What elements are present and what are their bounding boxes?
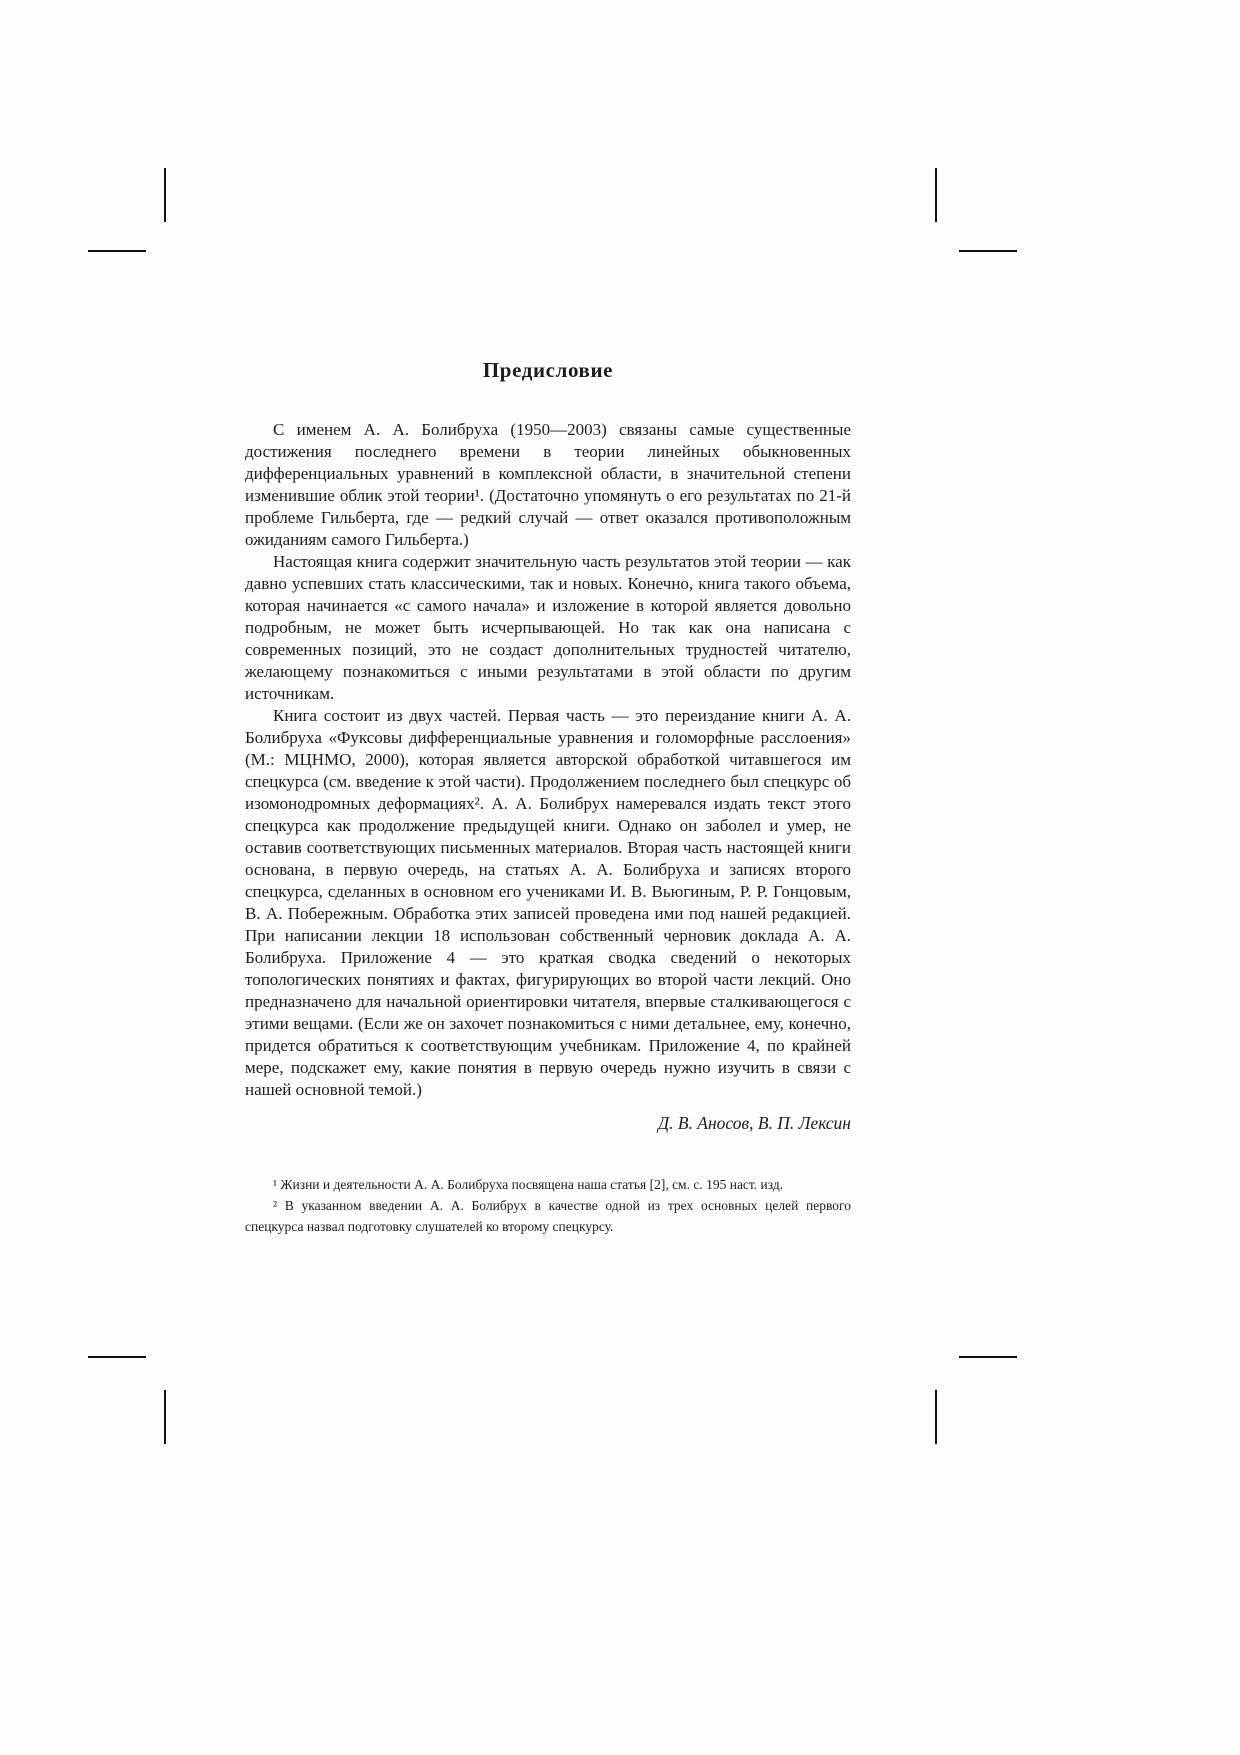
paragraph-3: Книга состоит из двух частей. Первая часть — это переиздание книги А. А. Болибруха «Фуксовы дифференциальные уравнения и голоморфные расслоения» (М.: МЦНМО, 2000), которая является авторской обработкой читавшегося им спецкурса (см. введение к этой части). Продолжением последнего был спецкурс об изомонодромных деформациях². А. А. Болибрух намеревался издать текст этого спецкурса как продолжение предыдущей книги. Однако он заболел и умер, не оставив соответствующих письменных материалов. Вторая часть настоящей книги основана, в первую очередь, на статьях А. А. Болибруха и записях второго спецкурса, сделанных в основном его учениками И. В. Вьюгиным, Р. Р. Гонцовым, В. А. Побережным. Обработка этих записей проведена ими под нашей редакцией. При написании лекции 18 использован собственный черновик доклада А. А. Болибруха. Приложение 4 — это краткая сводка сведений о некоторых топологических понятиях и фактах, фигурирующих во второй части лекций. Оно предназначено для начальной ориентировки читателя, впервые сталкивающегося с этими вещами. (Если же он захочет познакомиться с ними детальнее, ему, конечно, придется обратиться к соответствующим учебникам. Приложение 4, по крайней мере, подскажет ему, какие понятия в первую очередь нужно изучить в связи с нашей основной темой.) <box>245 706 851 1099</box>
page-title: Предисловие <box>482 358 614 382</box>
authors-signature: Д. В. Аносов, В. П. Лексин <box>657 1113 851 1133</box>
crop-mark-bottom-left-vertical <box>164 1390 166 1444</box>
crop-mark-top-left-vertical <box>164 168 166 222</box>
crop-mark-upper-left-horizontal <box>88 250 146 252</box>
footnotes-block <box>245 1174 851 1237</box>
crop-mark-lower-right-horizontal <box>959 1356 1017 1358</box>
crop-mark-top-right-vertical <box>935 168 937 222</box>
paragraph-2: Настоящая книга содержит значительную часть результатов этой теории — как давно успевших стать классическими, так и новых. Конечно, книга такого объема, которая начинается «с самого начала» и изложение в которой является довольно подробным, не может быть исчерпывающей. Но так как она написана с современных позиций, это не создаст дополнительных трудностей читателю, желающему познакомиться с иными результатами в этой области по другим источникам. <box>245 552 851 703</box>
page-content <box>245 358 851 1237</box>
footnote-2: ² В указанном введении А. А. Болибрух в качестве одной из трех основных целей первого спецкурса назвал подготовку слушателей ко второму спецкурсу. <box>245 1198 851 1234</box>
crop-mark-bottom-right-vertical <box>935 1390 937 1444</box>
crop-mark-upper-right-horizontal <box>959 250 1017 252</box>
crop-mark-lower-left-horizontal <box>88 1356 146 1358</box>
footnote-1: ¹ Жизни и деятельности А. А. Болибруха посвящена наша статья [2], см. с. 195 наст. изд. <box>273 1177 784 1192</box>
paragraph-1: С именем А. А. Болибруха (1950—2003) связаны самые существенные достижения последнего времени в теории линейных обыкновенных дифференциальных уравнений в комплексной области, в значительной степени изменившие облик этой теории¹. (Достаточно упомянуть о его результатах по 21-й проблеме Гильберта, где — редкий случай — ответ оказался противоположным ожиданиям самого Гильберта.) <box>245 420 851 549</box>
